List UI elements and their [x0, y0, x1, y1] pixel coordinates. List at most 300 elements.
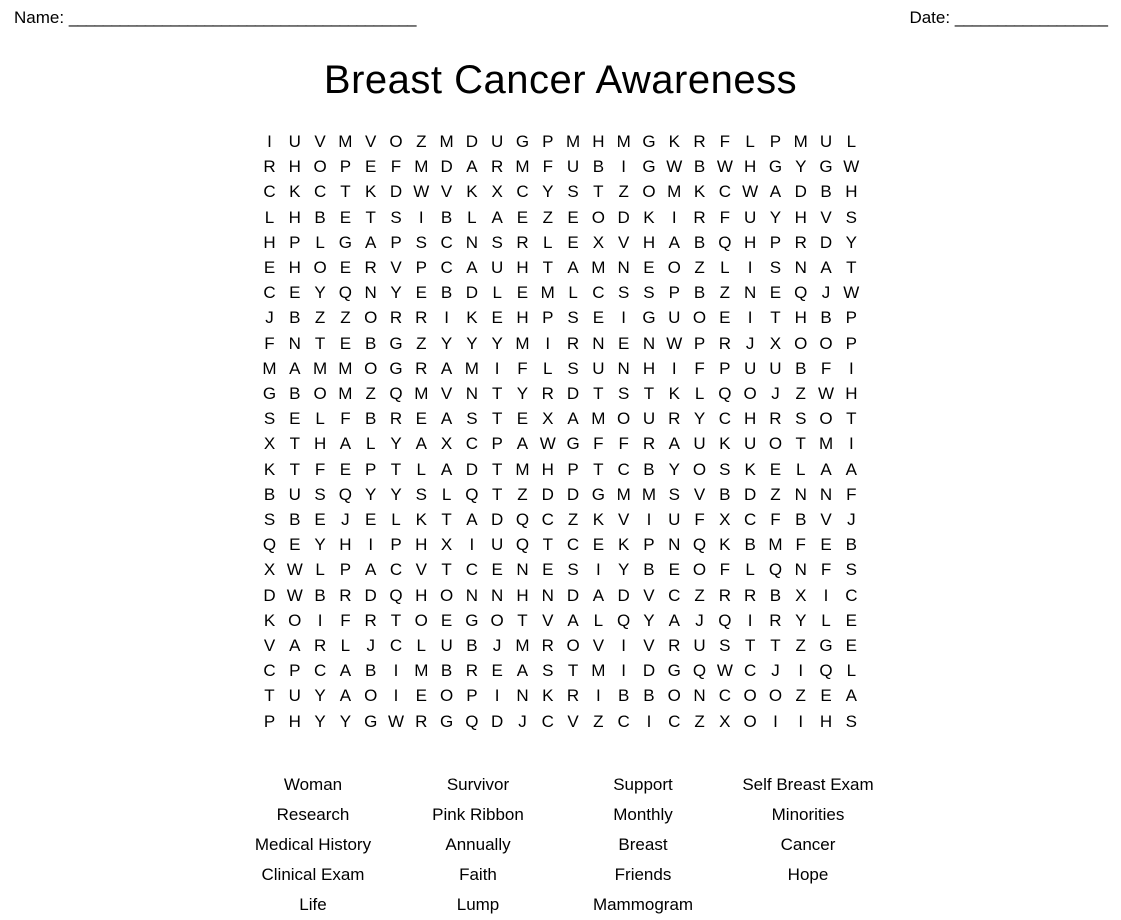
grid-cell[interactable]: N [288, 333, 301, 353]
grid-cell[interactable]: W [286, 585, 303, 605]
grid-cell[interactable]: Y [769, 207, 782, 227]
grid-cell[interactable]: G [515, 132, 530, 151]
grid-cell[interactable]: P [668, 283, 680, 303]
grid-cell[interactable]: Y [365, 484, 377, 504]
grid-cell[interactable]: V [263, 636, 276, 656]
grid-cell[interactable]: F [846, 484, 857, 504]
grid-cell[interactable]: T [542, 535, 553, 555]
grid-cell[interactable]: D [491, 510, 504, 530]
word-list-item[interactable]: Faith [459, 864, 497, 884]
grid-cell[interactable]: L [340, 636, 351, 656]
grid-cell[interactable]: E [289, 283, 301, 303]
grid-cell[interactable]: O [692, 308, 707, 328]
grid-cell[interactable]: C [718, 182, 731, 202]
grid-cell[interactable]: E [415, 283, 427, 303]
grid-cell[interactable]: B [845, 535, 857, 555]
grid-cell[interactable]: U [288, 686, 301, 706]
grid-cell[interactable]: G [262, 384, 277, 404]
grid-cell[interactable]: Y [314, 711, 326, 731]
grid-cell[interactable]: I [747, 258, 753, 278]
grid-cell[interactable]: A [820, 258, 832, 278]
grid-cell[interactable]: O [642, 182, 656, 202]
grid-cell[interactable]: L [568, 283, 578, 303]
grid-cell[interactable]: M [793, 132, 808, 151]
grid-cell[interactable]: R [718, 333, 731, 353]
grid-cell[interactable]: T [795, 434, 806, 454]
grid-cell[interactable]: E [845, 610, 857, 630]
grid-cell[interactable]: C [313, 661, 327, 681]
grid-cell[interactable]: S [415, 232, 427, 252]
grid-cell[interactable]: I [595, 686, 601, 706]
grid-cell[interactable]: G [591, 484, 605, 504]
grid-cell[interactable]: R [769, 409, 782, 429]
grid-cell[interactable]: O [364, 686, 378, 706]
grid-cell[interactable]: U [819, 132, 833, 151]
grid-cell[interactable]: K [263, 459, 276, 479]
grid-cell[interactable]: G [667, 661, 681, 681]
grid-cell[interactable]: B [693, 232, 706, 252]
grid-cell[interactable]: L [694, 384, 705, 404]
grid-cell[interactable]: B [617, 686, 630, 706]
grid-cell[interactable]: M [515, 333, 530, 353]
grid-cell[interactable]: J [771, 384, 780, 404]
grid-cell[interactable]: S [769, 258, 782, 278]
grid-cell[interactable]: Z [593, 711, 604, 731]
grid-cell[interactable]: R [668, 636, 681, 656]
grid-cell[interactable]: L [593, 610, 604, 630]
grid-cell[interactable]: L [416, 636, 427, 656]
grid-cell[interactable]: P [643, 535, 655, 555]
grid-cell[interactable]: H [541, 459, 554, 479]
grid-cell[interactable]: R [263, 157, 276, 177]
grid-cell[interactable]: F [542, 157, 553, 177]
grid-cell[interactable]: G [566, 434, 580, 454]
grid-cell[interactable]: R [541, 636, 554, 656]
grid-cell[interactable]: P [542, 308, 554, 328]
grid-cell[interactable]: N [465, 585, 479, 605]
grid-cell[interactable]: T [744, 636, 756, 656]
grid-cell[interactable]: V [314, 132, 326, 151]
grid-cell[interactable]: N [465, 384, 479, 404]
grid-cell[interactable]: G [642, 157, 656, 177]
grid-cell[interactable]: S [668, 484, 680, 504]
grid-cell[interactable]: B [592, 157, 605, 177]
grid-cell[interactable]: H [313, 434, 327, 454]
grid-cell[interactable]: Y [440, 333, 453, 353]
grid-cell[interactable]: V [415, 560, 427, 580]
grid-cell[interactable]: K [744, 459, 756, 479]
grid-cell[interactable]: H [845, 384, 858, 404]
word-list-item[interactable]: Survivor [446, 774, 510, 794]
grid-cell[interactable]: D [566, 384, 580, 404]
grid-cell[interactable]: K [466, 182, 478, 202]
grid-cell[interactable]: C [313, 182, 327, 202]
grid-cell[interactable]: E [516, 409, 529, 429]
grid-cell[interactable]: I [621, 661, 627, 681]
grid-cell[interactable]: I [848, 358, 854, 378]
grid-cell[interactable]: I [595, 560, 601, 580]
word-list-item[interactable]: Annually [445, 834, 511, 854]
grid-cell[interactable]: B [693, 283, 706, 303]
grid-cell[interactable]: R [415, 308, 428, 328]
grid-cell[interactable]: B [289, 510, 301, 530]
grid-cell[interactable]: N [541, 585, 554, 605]
grid-cell[interactable]: D [440, 157, 453, 177]
grid-cell[interactable]: C [389, 636, 403, 656]
grid-cell[interactable]: T [593, 384, 604, 404]
grid-cell[interactable]: X [491, 182, 503, 202]
grid-cell[interactable]: O [667, 258, 681, 278]
grid-cell[interactable]: T [491, 484, 503, 504]
grid-cell[interactable]: I [798, 711, 804, 731]
grid-cell[interactable]: R [693, 207, 706, 227]
grid-cell[interactable]: Q [515, 535, 530, 555]
grid-cell[interactable]: N [617, 358, 630, 378]
grid-cell[interactable]: P [845, 308, 857, 328]
grid-cell[interactable]: L [796, 459, 806, 479]
grid-cell[interactable]: N [794, 560, 807, 580]
grid-cell[interactable]: Y [390, 434, 402, 454]
grid-cell[interactable]: Z [416, 132, 427, 151]
grid-cell[interactable]: I [823, 585, 829, 605]
grid-cell[interactable]: A [339, 686, 352, 706]
grid-cell[interactable]: E [440, 610, 453, 630]
grid-cell[interactable]: H [516, 308, 529, 328]
grid-cell[interactable]: B [314, 207, 326, 227]
grid-cell[interactable]: B [466, 636, 478, 656]
grid-cell[interactable]: I [773, 711, 778, 731]
grid-cell[interactable]: Z [795, 686, 806, 706]
grid-cell[interactable]: M [540, 283, 555, 303]
grid-cell[interactable]: D [566, 484, 580, 504]
grid-cell[interactable]: O [313, 384, 327, 404]
grid-cell[interactable]: E [339, 333, 352, 353]
grid-cell[interactable]: F [314, 459, 326, 479]
grid-cell[interactable]: H [288, 207, 301, 227]
grid-cell[interactable]: M [464, 358, 479, 378]
word-list-item[interactable]: Minorities [771, 804, 845, 824]
grid-cell[interactable]: I [393, 686, 399, 706]
word-list-item[interactable]: Hope [787, 864, 829, 884]
grid-cell[interactable]: D [389, 182, 403, 202]
grid-cell[interactable]: T [441, 510, 452, 530]
grid-cell[interactable]: S [617, 283, 630, 303]
grid-cell[interactable]: S [719, 459, 731, 479]
grid-cell[interactable]: T [365, 207, 376, 227]
grid-cell[interactable]: P [491, 434, 503, 454]
grid-cell[interactable]: Z [314, 308, 326, 328]
grid-cell[interactable]: S [390, 207, 402, 227]
grid-cell[interactable]: I [747, 308, 753, 328]
grid-cell[interactable]: S [263, 409, 276, 429]
grid-cell[interactable]: Q [338, 484, 352, 504]
grid-cell[interactable]: A [491, 207, 503, 227]
grid-cell[interactable]: P [339, 157, 352, 177]
grid-cell[interactable]: B [365, 333, 377, 353]
grid-cell[interactable]: J [341, 510, 350, 530]
grid-cell[interactable]: E [592, 535, 605, 555]
grid-cell[interactable]: N [819, 484, 833, 504]
grid-cell[interactable]: O [591, 207, 605, 227]
grid-cell[interactable]: M [818, 434, 834, 454]
grid-cell[interactable]: X [719, 510, 731, 530]
grid-cell[interactable]: X [592, 232, 605, 252]
grid-cell[interactable]: O [414, 610, 428, 630]
grid-cell[interactable]: L [846, 132, 857, 151]
grid-cell[interactable]: P [466, 686, 478, 706]
grid-cell[interactable]: A [567, 258, 579, 278]
grid-cell[interactable]: G [465, 610, 479, 630]
grid-cell[interactable]: R [415, 358, 428, 378]
grid-cell[interactable]: D [566, 585, 580, 605]
grid-cell[interactable]: P [390, 232, 402, 252]
grid-cell[interactable]: L [391, 510, 401, 530]
grid-cell[interactable]: E [719, 308, 731, 328]
grid-cell[interactable]: K [592, 510, 605, 530]
grid-cell[interactable]: B [795, 510, 807, 530]
grid-cell[interactable]: W [818, 384, 835, 404]
grid-cell[interactable]: N [642, 333, 656, 353]
grid-cell[interactable]: A [339, 434, 352, 454]
grid-cell[interactable]: K [263, 610, 276, 630]
grid-cell[interactable]: C [668, 585, 681, 605]
grid-cell[interactable]: R [794, 232, 807, 252]
grid-cell[interactable]: P [289, 661, 301, 681]
grid-cell[interactable]: M [591, 661, 606, 681]
grid-cell[interactable]: H [516, 585, 529, 605]
grid-cell[interactable]: D [744, 484, 757, 504]
grid-cell[interactable]: Q [338, 283, 352, 303]
grid-cell[interactable]: L [315, 409, 325, 429]
grid-cell[interactable]: I [494, 358, 500, 378]
grid-cell[interactable]: E [289, 535, 301, 555]
grid-cell[interactable]: S [263, 510, 276, 530]
grid-cell[interactable]: Q [718, 232, 732, 252]
grid-cell[interactable]: M [768, 535, 783, 555]
grid-cell[interactable]: C [617, 711, 630, 731]
word-list-item[interactable]: Clinical Exam [261, 864, 365, 884]
word-list-item[interactable]: Research [276, 804, 350, 824]
grid-cell[interactable]: O [692, 560, 707, 580]
grid-cell[interactable]: T [340, 182, 351, 202]
grid-cell[interactable]: H [288, 258, 301, 278]
grid-cell[interactable]: H [744, 157, 757, 177]
grid-cell[interactable]: K [466, 308, 478, 328]
grid-cell[interactable]: Q [262, 535, 277, 555]
grid-cell[interactable]: X [440, 535, 453, 555]
grid-cell[interactable]: B [744, 535, 756, 555]
grid-cell[interactable]: Q [465, 711, 479, 731]
grid-cell[interactable]: E [668, 560, 680, 580]
grid-cell[interactable]: S [567, 358, 579, 378]
word-list-item[interactable]: Support [613, 774, 673, 794]
grid-cell[interactable]: Z [770, 484, 781, 504]
grid-cell[interactable]: F [340, 409, 351, 429]
grid-cell[interactable]: O [439, 686, 454, 706]
grid-cell[interactable]: G [389, 333, 403, 353]
grid-cell[interactable]: K [617, 535, 630, 555]
grid-cell[interactable]: A [440, 459, 453, 479]
grid-cell[interactable]: X [263, 560, 276, 580]
grid-cell[interactable]: M [338, 384, 353, 404]
grid-cell[interactable]: L [846, 661, 857, 681]
grid-cell[interactable]: U [668, 510, 681, 530]
grid-cell[interactable]: E [339, 459, 352, 479]
grid-cell[interactable]: L [492, 283, 502, 303]
grid-cell[interactable]: E [643, 258, 655, 278]
grid-cell[interactable]: H [744, 232, 757, 252]
grid-cell[interactable]: M [313, 358, 328, 378]
grid-cell[interactable]: B [643, 686, 655, 706]
grid-cell[interactable]: C [718, 409, 731, 429]
grid-cell[interactable]: I [418, 207, 424, 227]
grid-cell[interactable]: T [593, 182, 604, 202]
grid-cell[interactable]: W [843, 157, 860, 177]
grid-cell[interactable]: B [719, 484, 731, 504]
grid-cell[interactable]: G [819, 636, 833, 656]
grid-cell[interactable]: Y [643, 610, 655, 630]
grid-cell[interactable]: W [539, 434, 556, 454]
grid-cell[interactable]: V [440, 182, 453, 202]
grid-cell[interactable]: V [542, 610, 554, 630]
grid-cell[interactable]: A [516, 661, 529, 681]
grid-cell[interactable]: F [694, 510, 705, 530]
grid-cell[interactable]: Z [694, 585, 705, 605]
grid-cell[interactable]: S [617, 384, 630, 404]
grid-cell[interactable]: J [265, 308, 274, 328]
grid-cell[interactable]: L [365, 434, 376, 454]
grid-cell[interactable]: J [492, 636, 502, 656]
grid-cell[interactable]: R [718, 585, 731, 605]
grid-cell[interactable]: H [642, 358, 656, 378]
grid-cell[interactable]: F [719, 132, 731, 151]
grid-cell[interactable]: O [313, 258, 327, 278]
grid-cell[interactable]: S [719, 636, 731, 656]
grid-cell[interactable]: E [567, 232, 579, 252]
grid-cell[interactable]: E [491, 308, 503, 328]
grid-cell[interactable]: M [262, 358, 277, 378]
grid-cell[interactable]: C [718, 686, 731, 706]
grid-cell[interactable]: J [366, 636, 375, 656]
grid-cell[interactable]: V [643, 585, 655, 605]
grid-cell[interactable]: L [416, 459, 427, 479]
grid-cell[interactable]: Z [517, 484, 528, 504]
grid-cell[interactable]: I [646, 510, 652, 530]
grid-cell[interactable]: Z [795, 384, 806, 404]
grid-cell[interactable]: A [769, 182, 782, 202]
grid-cell[interactable]: A [466, 258, 478, 278]
grid-cell[interactable]: P [769, 232, 782, 252]
grid-cell[interactable]: L [745, 132, 755, 151]
grid-cell[interactable]: M [515, 157, 530, 177]
grid-cell[interactable]: A [668, 434, 680, 454]
grid-cell[interactable]: K [415, 510, 427, 530]
word-list-item[interactable]: Friends [614, 864, 672, 884]
grid-cell[interactable]: A [365, 232, 377, 252]
grid-cell[interactable]: A [567, 409, 579, 429]
grid-cell[interactable]: M [515, 459, 530, 479]
grid-cell[interactable]: W [387, 711, 404, 731]
grid-cell[interactable]: G [642, 132, 656, 151]
grid-cell[interactable]: G [439, 711, 454, 731]
grid-cell[interactable]: E [516, 207, 529, 227]
grid-cell[interactable]: N [794, 484, 807, 504]
grid-cell[interactable]: C [566, 535, 580, 555]
grid-cell[interactable]: K [693, 182, 706, 202]
grid-cell[interactable]: R [364, 258, 377, 278]
grid-cell[interactable]: D [617, 207, 630, 227]
grid-cell[interactable]: G [642, 308, 656, 328]
grid-cell[interactable]: F [694, 358, 705, 378]
grid-cell[interactable]: M [338, 358, 353, 378]
grid-cell[interactable]: E [491, 560, 503, 580]
grid-cell[interactable]: U [668, 308, 681, 328]
grid-cell[interactable]: U [769, 358, 782, 378]
grid-cell[interactable]: V [617, 510, 630, 530]
grid-cell[interactable]: W [413, 182, 430, 202]
grid-cell[interactable]: P [845, 333, 857, 353]
grid-cell[interactable]: Q [692, 661, 707, 681]
grid-cell[interactable]: T [517, 610, 528, 630]
grid-cell[interactable]: X [769, 333, 782, 353]
grid-cell[interactable]: J [745, 333, 755, 353]
grid-cell[interactable]: J [847, 510, 856, 530]
grid-cell[interactable]: E [365, 510, 377, 530]
grid-cell[interactable]: U [440, 636, 453, 656]
grid-cell[interactable]: Z [694, 258, 705, 278]
grid-cell[interactable]: H [744, 409, 757, 429]
grid-cell[interactable]: K [668, 132, 680, 151]
grid-cell[interactable]: E [516, 283, 529, 303]
grid-cell[interactable]: A [440, 358, 453, 378]
word-list-item[interactable]: Lump [456, 894, 500, 914]
grid-cell[interactable]: Y [466, 333, 478, 353]
grid-cell[interactable]: J [695, 610, 704, 630]
grid-cell[interactable]: O [364, 308, 378, 328]
grid-cell[interactable]: B [643, 459, 655, 479]
grid-cell[interactable]: L [543, 232, 553, 252]
grid-cell[interactable]: I [671, 207, 677, 227]
grid-cell[interactable]: C [744, 510, 757, 530]
grid-cell[interactable]: A [289, 358, 301, 378]
grid-cell[interactable]: T [264, 686, 275, 706]
grid-cell[interactable]: I [646, 711, 652, 731]
grid-cell[interactable]: R [389, 409, 403, 429]
grid-cell[interactable]: M [641, 484, 657, 504]
grid-cell[interactable]: Y [491, 333, 503, 353]
grid-cell[interactable]: C [263, 283, 276, 303]
grid-cell[interactable]: E [592, 308, 605, 328]
grid-cell[interactable]: I [848, 434, 854, 454]
grid-cell[interactable]: Z [618, 182, 629, 202]
grid-cell[interactable]: V [643, 636, 655, 656]
grid-cell[interactable]: F [340, 610, 351, 630]
grid-cell[interactable]: O [794, 333, 808, 353]
grid-cell[interactable]: T [289, 459, 300, 479]
grid-cell[interactable]: U [288, 132, 301, 151]
grid-cell[interactable]: K [719, 535, 731, 555]
grid-cell[interactable]: M [565, 132, 581, 151]
grid-cell[interactable]: E [769, 459, 782, 479]
grid-cell[interactable]: E [820, 535, 832, 555]
grid-cell[interactable]: U [491, 132, 504, 151]
grid-cell[interactable]: L [720, 258, 730, 278]
grid-cell[interactable]: A [415, 434, 427, 454]
grid-cell[interactable]: J [518, 711, 527, 731]
grid-cell[interactable]: O [692, 459, 707, 479]
grid-cell[interactable]: P [390, 535, 402, 555]
grid-cell[interactable]: T [770, 308, 781, 328]
